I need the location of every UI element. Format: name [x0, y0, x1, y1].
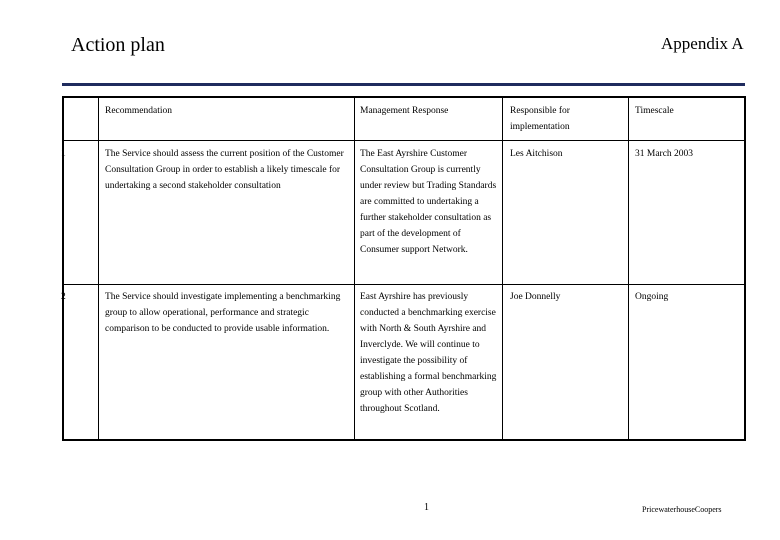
recommendation-text: The Service should assess the current position of the Customer Consultation Group in order to establish a likely timescale for undertaking a second stakeholder consultation	[105, 149, 344, 191]
timescale-value: Ongoing	[635, 292, 669, 302]
responsible-person: Les Aitchison	[510, 149, 563, 159]
column-header-responsible: Responsible for implementation	[510, 106, 570, 132]
column-divider	[502, 98, 503, 439]
row-number: 2	[61, 292, 66, 302]
management-response-text: The East Ayrshire Customer Consultation Group is currently under review but Trading Standards are committed to undertaking a further stakeholder consultation as part of the development of Consumer support Network.	[360, 149, 497, 255]
column-divider	[628, 98, 629, 439]
row-number: 1	[61, 149, 66, 159]
responsible-person: Joe Donnelly	[510, 292, 561, 302]
row-divider	[64, 140, 744, 141]
header-rule	[62, 83, 745, 86]
page-title: Action plan	[71, 34, 165, 56]
recommendation-text: The Service should investigate implementing a benchmarking group to allow operational, performance and strategic comparison to be conducted to provide usable information.	[105, 292, 341, 334]
page-number: 1	[424, 502, 429, 513]
column-divider	[354, 98, 355, 439]
row-divider	[64, 284, 744, 285]
management-response-text: East Ayrshire has previously conducted a benchmarking exercise with North & South Ayrshire and Inverclyde. We will continue to investigate the possibility of establishing a formal benchmarking group with other Authorities throughout Scotland.	[360, 292, 497, 414]
footer-brand: PricewaterhouseCoopers	[642, 505, 722, 514]
action-plan-table	[62, 96, 746, 441]
column-header-recommendation: Recommendation	[105, 106, 173, 116]
appendix-label: Appendix A	[661, 34, 744, 53]
column-divider	[98, 98, 99, 439]
timescale-value: 31 March 2003	[635, 149, 694, 159]
column-header-management-response: Management Response	[360, 106, 449, 116]
column-header-timescale: Timescale	[635, 106, 674, 116]
